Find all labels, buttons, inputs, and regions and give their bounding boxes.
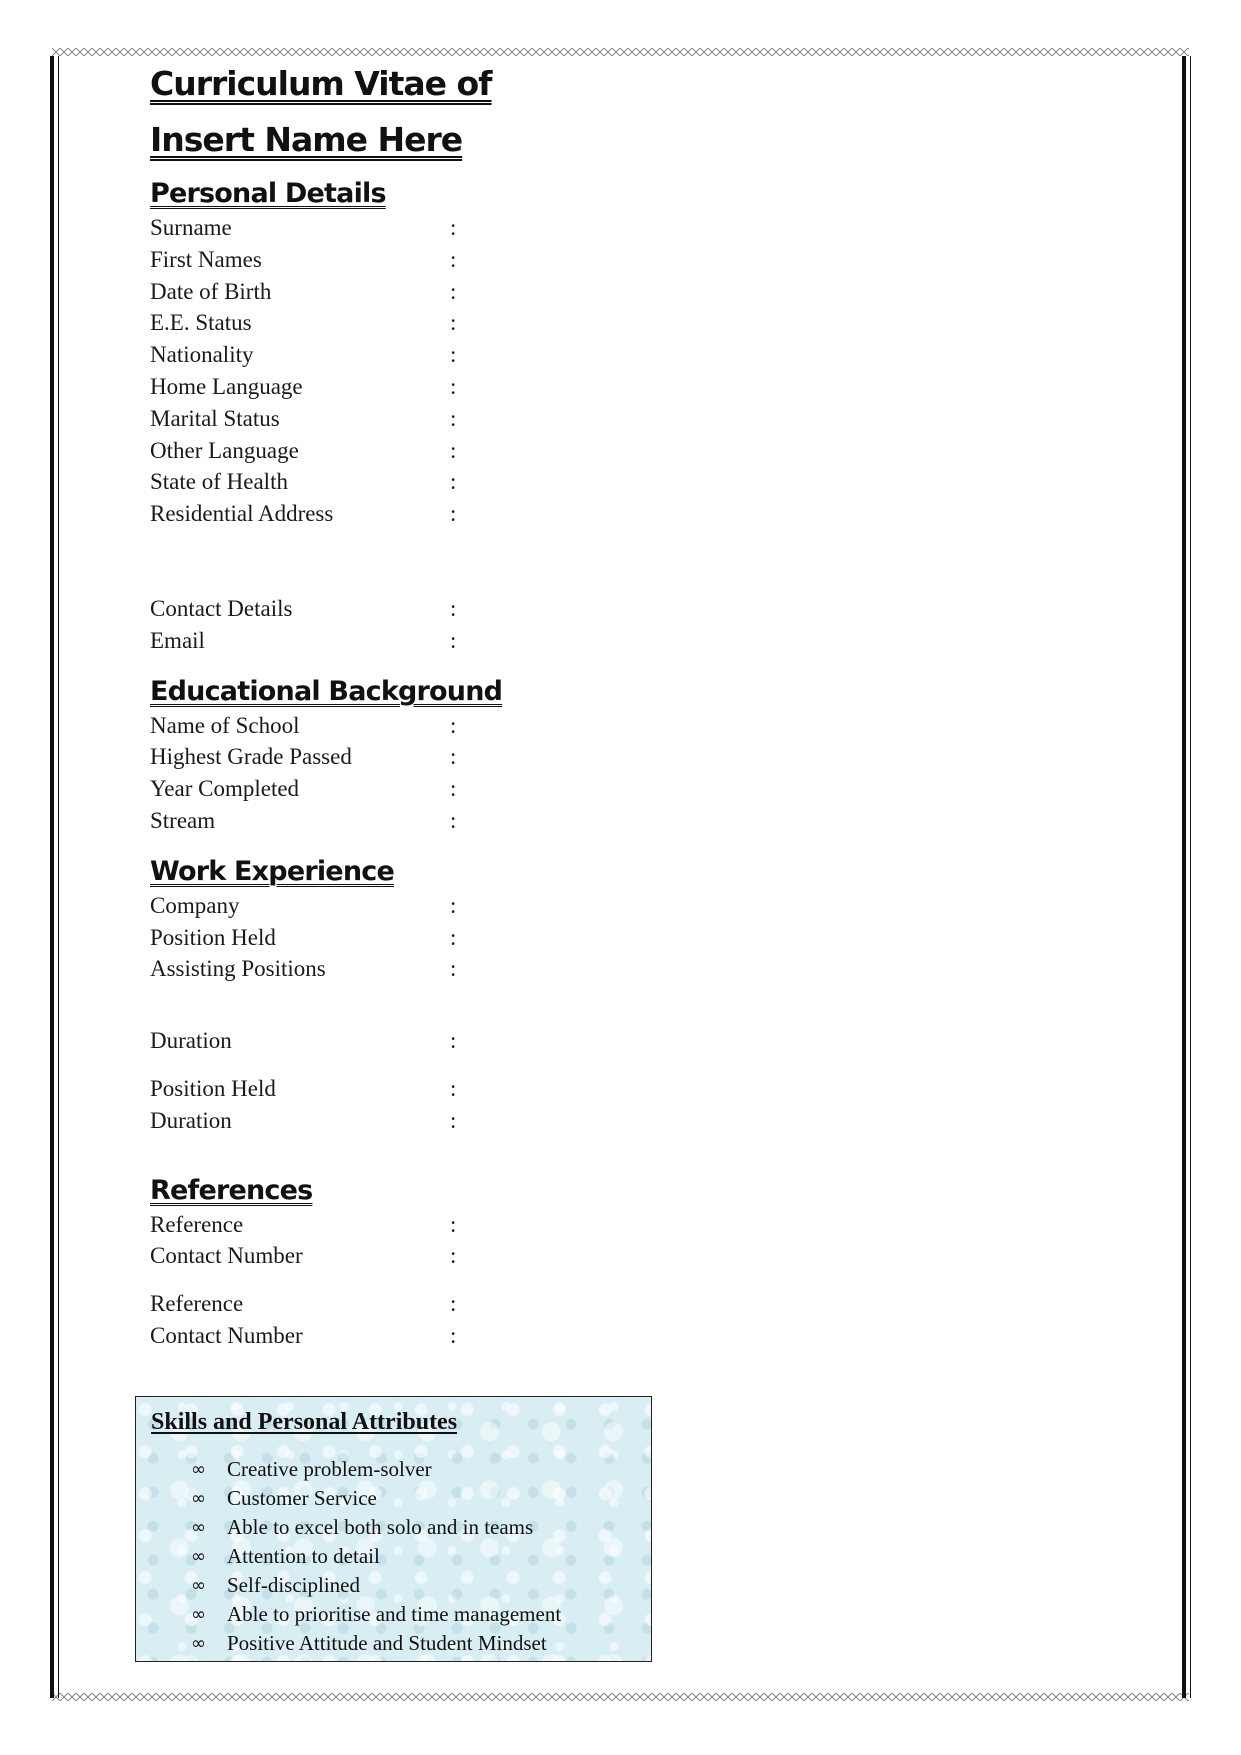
field-row xyxy=(150,741,1050,773)
field-row xyxy=(150,953,1050,985)
infinity-bullet-icon: ∞ xyxy=(191,1488,206,1509)
field-label: Duration xyxy=(150,1028,232,1054)
field-row xyxy=(150,339,1050,371)
skills-box xyxy=(135,1396,652,1662)
list-item xyxy=(191,1600,561,1629)
cv-title-line2: Insert Name Here xyxy=(150,120,463,159)
skill-text: Positive Attitude and Student Mindset xyxy=(227,1631,547,1655)
field-label: Home Language xyxy=(150,373,303,399)
field-colon: : xyxy=(450,278,457,304)
educational-background-heading: Educational Background xyxy=(150,675,503,707)
field-colon: : xyxy=(450,1075,457,1101)
field-colon: : xyxy=(450,712,457,738)
field-row xyxy=(150,625,1050,657)
field-label: Residential Address xyxy=(150,501,334,527)
field-row xyxy=(150,773,1050,805)
field-label: Reference xyxy=(150,1291,244,1317)
field-row xyxy=(150,805,1050,837)
field-row xyxy=(150,244,1050,276)
field-row xyxy=(150,466,1050,498)
field-row xyxy=(150,403,1050,435)
field-row xyxy=(150,212,1050,244)
field-label: Contact Number xyxy=(150,1243,303,1269)
list-item xyxy=(191,1542,561,1571)
field-colon: : xyxy=(450,595,457,621)
field-colon: : xyxy=(450,342,457,368)
field-row xyxy=(150,1288,1050,1320)
skill-text: Able to prioritise and time management xyxy=(227,1602,562,1626)
field-row xyxy=(150,890,1050,922)
field-label: Duration xyxy=(150,1107,232,1133)
field-colon: : xyxy=(450,807,457,833)
field-row xyxy=(150,1209,1050,1241)
field-label: Company xyxy=(150,892,240,918)
list-item xyxy=(191,1513,561,1542)
page-border-top xyxy=(52,48,1189,56)
field-row xyxy=(150,710,1050,742)
field-label: E.E. Status xyxy=(150,310,252,336)
field-colon: : xyxy=(450,1322,457,1348)
field-row xyxy=(150,1025,1050,1057)
cv-content xyxy=(150,56,1050,1352)
field-label: Marital Status xyxy=(150,405,280,431)
field-colon: : xyxy=(450,924,457,950)
field-label: Contact Details xyxy=(150,595,293,621)
skill-text: Customer Service xyxy=(227,1486,377,1510)
page-border-bottom xyxy=(52,1693,1189,1701)
field-row xyxy=(150,922,1050,954)
list-item xyxy=(191,1484,561,1513)
work-experience-heading: Work Experience xyxy=(150,855,394,887)
list-item xyxy=(191,1571,561,1600)
field-row xyxy=(150,1073,1050,1105)
infinity-bullet-icon: ∞ xyxy=(191,1575,206,1596)
references-heading: References xyxy=(150,1174,313,1206)
field-colon: : xyxy=(450,627,457,653)
field-colon: : xyxy=(450,1107,457,1133)
field-colon: : xyxy=(450,1291,457,1317)
field-row xyxy=(150,435,1050,467)
field-colon: : xyxy=(450,469,457,495)
field-label: Name of School xyxy=(150,712,300,738)
skill-text: Self-disciplined xyxy=(227,1573,360,1597)
field-colon: : xyxy=(450,405,457,431)
field-label: Position Held xyxy=(150,1075,276,1101)
field-label: First Names xyxy=(150,246,262,272)
field-label: Year Completed xyxy=(150,776,300,802)
list-item xyxy=(191,1629,561,1658)
field-label: Reference xyxy=(150,1211,244,1237)
personal-details-heading: Personal Details xyxy=(150,178,386,209)
field-label: Other Language xyxy=(150,437,299,463)
field-label: Highest Grade Passed xyxy=(150,744,352,770)
field-colon: : xyxy=(450,310,457,336)
infinity-bullet-icon: ∞ xyxy=(191,1546,206,1567)
field-label: Position Held xyxy=(150,924,276,950)
skill-text: Able to excel both solo and in teams xyxy=(227,1515,534,1539)
field-row xyxy=(150,1105,1050,1137)
field-label: Surname xyxy=(150,215,232,240)
page-border-left xyxy=(50,56,59,1698)
field-colon: : xyxy=(450,776,457,802)
field-colon: : xyxy=(450,744,457,770)
skill-text: Creative problem-solver xyxy=(227,1457,432,1481)
field-row xyxy=(150,1320,1050,1352)
field-row xyxy=(150,593,1050,625)
skills-list xyxy=(191,1455,561,1658)
field-colon: : xyxy=(450,215,457,240)
list-item xyxy=(191,1455,561,1484)
field-label: Date of Birth xyxy=(150,278,272,304)
field-label: Email xyxy=(150,627,205,653)
field-row xyxy=(150,1240,1050,1272)
field-colon: : xyxy=(450,1028,457,1054)
field-colon: : xyxy=(450,956,457,982)
skill-text: Attention to detail xyxy=(227,1544,380,1568)
field-colon: : xyxy=(450,373,457,399)
field-colon: : xyxy=(450,501,457,527)
field-label: State of Health xyxy=(150,469,288,495)
field-colon: : xyxy=(450,1211,457,1237)
infinity-bullet-icon: ∞ xyxy=(191,1459,206,1480)
field-row xyxy=(150,498,1050,530)
field-label: Stream xyxy=(150,807,216,833)
field-row xyxy=(150,371,1050,403)
field-colon: : xyxy=(450,437,457,463)
field-label: Contact Number xyxy=(150,1322,303,1348)
field-row xyxy=(150,276,1050,308)
infinity-bullet-icon: ∞ xyxy=(191,1517,206,1538)
field-label: Assisting Positions xyxy=(150,956,326,982)
page-border-right xyxy=(1182,56,1191,1698)
cv-title-line1: Curriculum Vitae of xyxy=(150,64,492,103)
field-row xyxy=(150,307,1050,339)
cv-title xyxy=(150,56,1050,168)
field-colon: : xyxy=(450,246,457,272)
field-colon: : xyxy=(450,1243,457,1269)
skills-heading: Skills and Personal Attributes xyxy=(151,1409,458,1435)
infinity-bullet-icon: ∞ xyxy=(191,1633,206,1654)
field-label: Nationality xyxy=(150,342,254,368)
field-colon: : xyxy=(450,892,457,918)
infinity-bullet-icon: ∞ xyxy=(191,1604,206,1625)
